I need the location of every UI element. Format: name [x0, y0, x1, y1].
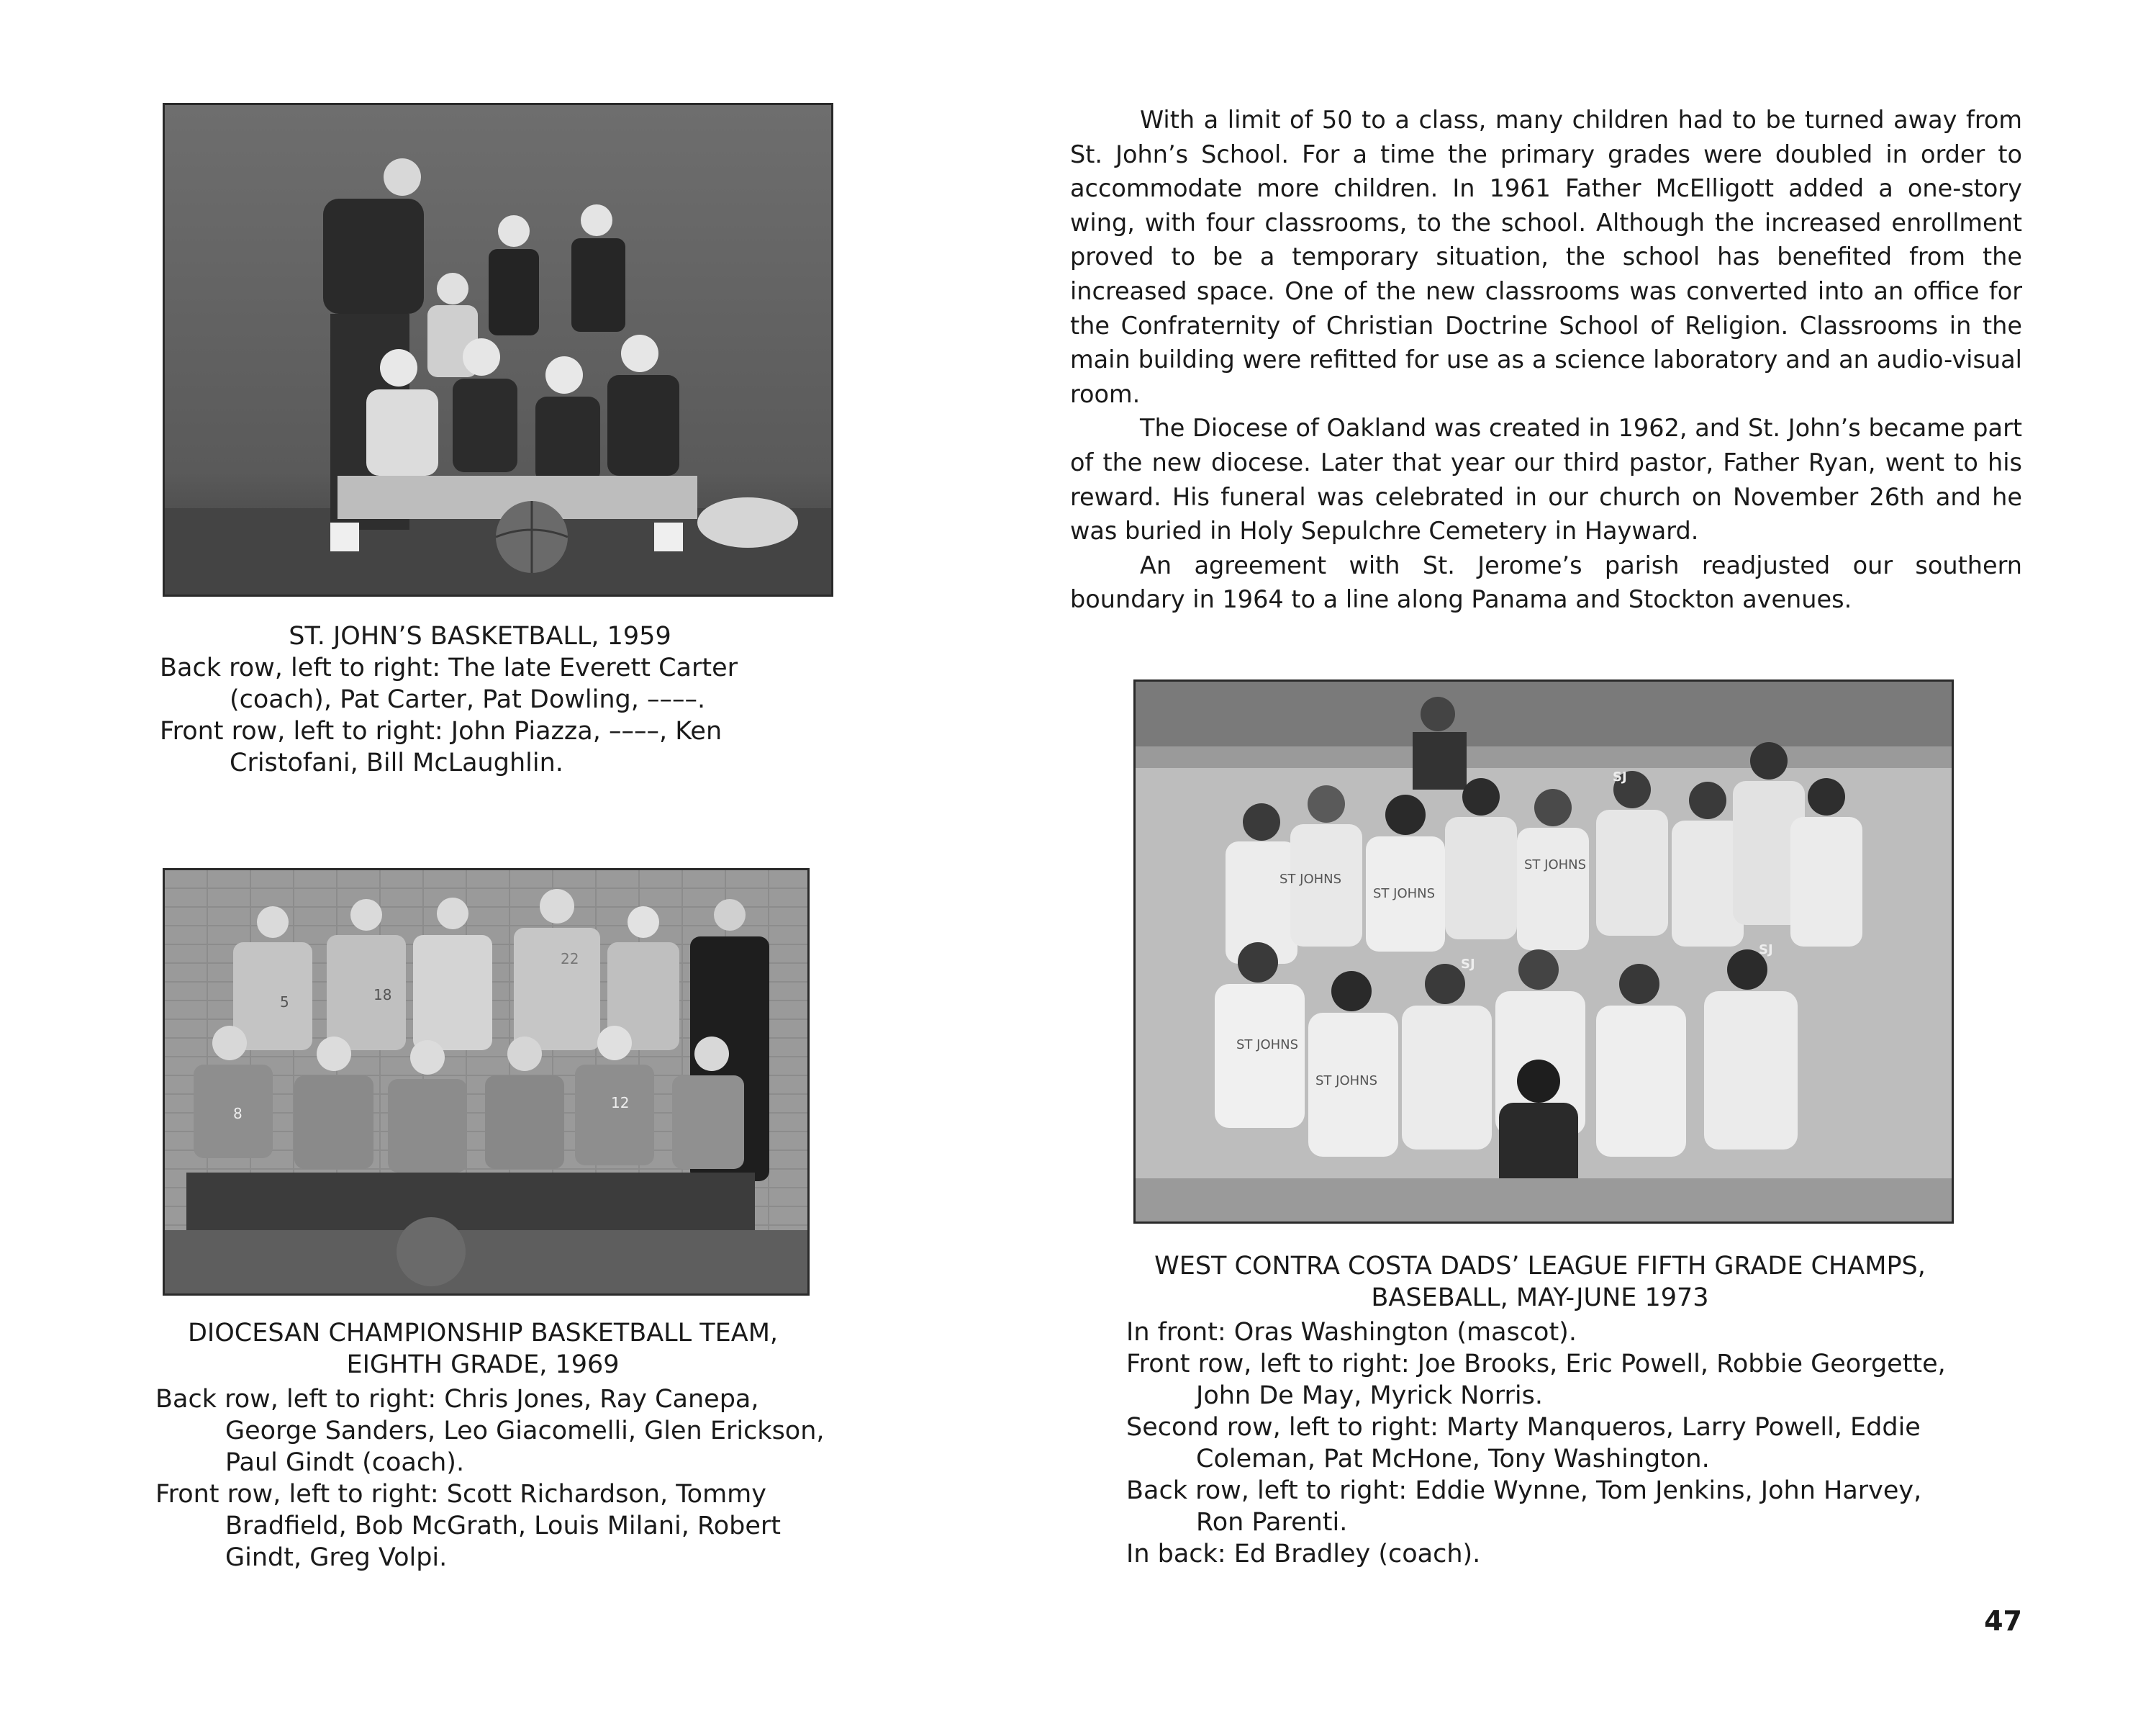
jersey-text: ST JOHNS: [1279, 872, 1342, 887]
caption-line-back-row: Back row, left to right: Eddie Wynne, Tom Jenkins, John Harvey, Ron Parenti.: [1126, 1476, 1922, 1537]
jersey-number: 12: [611, 1094, 630, 1111]
caption-line-in-front: In front: Oras Washington (mascot).: [1126, 1318, 1577, 1347]
jersey-number: 22: [561, 950, 579, 967]
photo-basketball-1959-image: [165, 105, 831, 595]
paragraph: With a limit of 50 to a class, many children had to be turned away from St. John’s School. For a time the primary grades were doubled in order to accommodate more children. In 1961 Father McElligott added a one-story wing, with four classrooms, to the school. Although the increased enrollment proved to be a temporary situation, the school has benefited from the increased space. One of the new classrooms was converted into an office for the Confraternity of Christian Doctrine School of Religion. Classrooms in the main building were refitted for use as a science laboratory and an audio-visual room.: [1070, 106, 2022, 408]
caption-line-in-back: In back: Ed Bradley (coach).: [1126, 1540, 1481, 1568]
basketball-icon: [397, 1217, 466, 1286]
photo-diocesan-1969-image: [165, 870, 807, 1293]
caption-diocesan-1969: [155, 1317, 825, 1573]
photo-diocesan-1969: [163, 868, 810, 1296]
paragraph: An agreement with St. Jerome’s parish readjusted our southern boundary in 1964 to a line along Panama and Stockton avenues.: [1070, 551, 2022, 614]
caption-line-second-row: Second row, left to right: Marty Manqueros, Larry Powell, Eddie Coleman, Pat McHone, Tony Washington.: [1126, 1413, 1921, 1473]
caption-title-line2: EIGHTH GRADE, 1969: [346, 1350, 620, 1379]
caption-line-front-row: Front row, left to right: Scott Richardson, Tommy Bradfield, Bob McGrath, Louis Milani, Robert Gindt, Greg Volpi.: [155, 1480, 781, 1572]
photo-baseball-1973-image: [1136, 682, 1952, 1221]
paragraph: The Diocese of Oakland was created in 1962, and St. John’s became part of the new diocese. Later that year our third pastor, Father Ryan, went to his reward. His funeral was celebrated in our church on November 26th and he was buried in Holy Sepulchre Cemetery in Hayward.: [1070, 414, 2022, 546]
caption-line-front-row: Front row, left to right: John Piazza, ––––, Ken Cristofani, Bill McLaughlin.: [160, 717, 723, 777]
caption-title: ST. JOHN’S BASKETBALL, 1959: [289, 622, 671, 651]
cap-letters: SJ: [1759, 942, 1773, 957]
caption-line-back-row: Back row, left to right: Chris Jones, Ray Canepa, George Sanders, Leo Giacomelli, Glen Erickson, Paul Gindt (coach).: [155, 1385, 825, 1477]
photo-basketball-1959: [163, 103, 833, 597]
caption-basketball-1959: [160, 620, 843, 779]
cap-letters: SJ: [1613, 769, 1627, 785]
caption-baseball-1973: [1126, 1250, 1954, 1570]
cap-letters: SJ: [1461, 957, 1475, 972]
jersey-number: 5: [280, 993, 289, 1011]
jersey-number: 8: [233, 1105, 243, 1122]
caption-title-line2: BASEBALL, MAY-JUNE 1973: [1371, 1283, 1709, 1312]
photo-baseball-1973: [1133, 679, 1954, 1224]
jersey-text: ST JOHNS: [1373, 886, 1436, 901]
caption-title-line1: WEST CONTRA COSTA DADS’ LEAGUE FIFTH GRADE CHAMPS,: [1154, 1252, 1926, 1281]
caption-line-back-row: Back row, left to right: The late Everett Carter (coach), Pat Carter, Pat Dowling, ––––.: [160, 654, 738, 714]
caption-line-front-row: Front row, left to right: Joe Brooks, Eric Powell, Robbie Georgette, John De May, Myrick Norris.: [1126, 1350, 1946, 1410]
body-text: [1070, 103, 2022, 617]
jersey-number: 18: [373, 986, 392, 1003]
jersey-text: ST JOHNS: [1524, 857, 1587, 872]
jersey-text: ST JOHNS: [1315, 1073, 1378, 1088]
page-number: 47: [1984, 1605, 2022, 1637]
jersey-text: ST JOHNS: [1236, 1037, 1299, 1052]
caption-title-line1: DIOCESAN CHAMPIONSHIP BASKETBALL TEAM,: [187, 1319, 779, 1347]
